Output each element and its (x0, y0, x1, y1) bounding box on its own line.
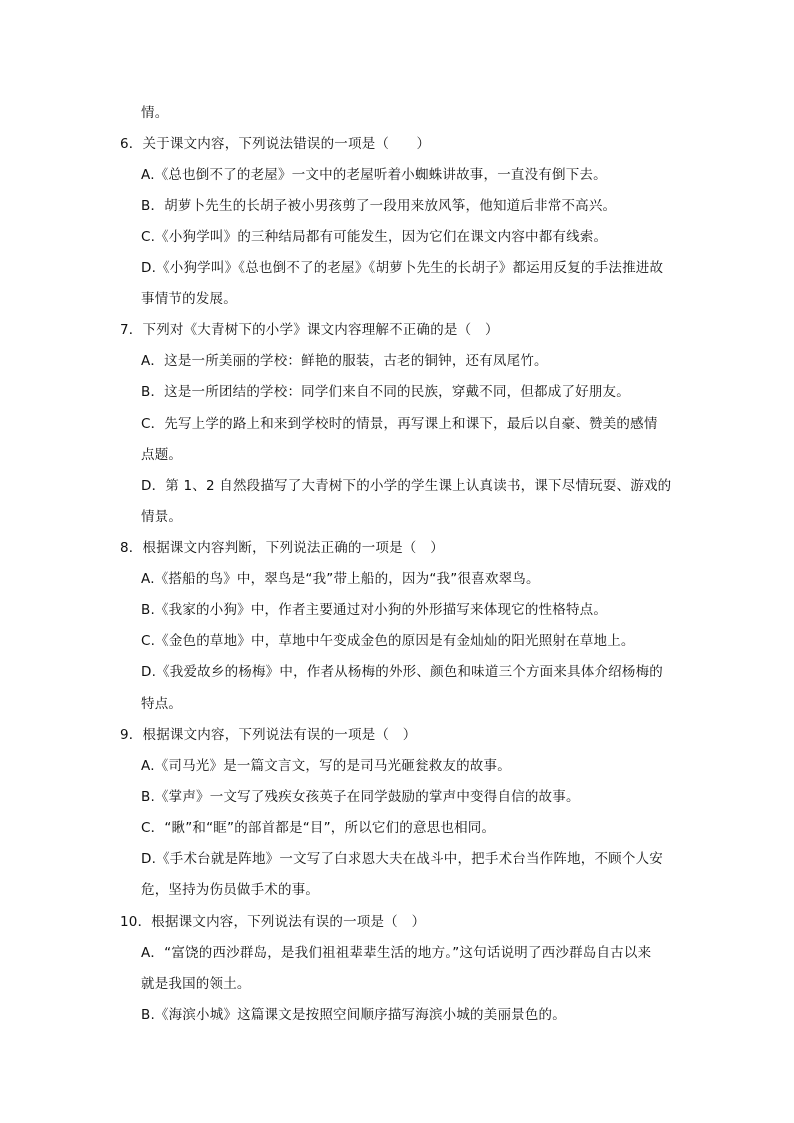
question-7-option-b: B．这是一所团结的学校：同学们来自不同的民族，穿戴不同，但都成了好朋友。 (141, 384, 630, 400)
text-line: 情。 (141, 105, 169, 121)
question-8-option-d-cont: 特点。 (141, 696, 183, 712)
question-8-stem: 8．根据课文内容判断，下列说法正确的一项是（ ） (120, 540, 444, 556)
question-9-option-d: D.《手术台就是阵地》一文写了白求恩大夫在战斗中，把手术台当作阵地，不顾个人安 (141, 851, 663, 867)
question-6-option-d-cont: 事情节的发展。 (141, 291, 237, 307)
question-7-stem: 7．下列对《大青树下的小学》课文内容理解不正确的是（ ） (120, 322, 499, 338)
question-7-option-c-cont: 点题。 (141, 447, 183, 463)
question-9-option-b: B.《掌声》一文写了残疾女孩英子在同学鼓励的掌声中变得自信的故事。 (141, 789, 580, 805)
question-6-option-b: B．胡萝卜先生的长胡子被小男孩剪了一段用来放风筝，他知道后非常不高兴。 (141, 198, 617, 214)
question-6-option-c: C.《小狗学叫》的三种结局都有可能发生，因为它们在课文内容中都有线索。 (141, 229, 608, 245)
question-9-option-c: C．“瞅”和“眶”的部首都是“目”，所以它们的意思也相同。 (141, 820, 496, 836)
question-10-stem: 10．根据课文内容，下列说法有误的一项是（ ） (120, 914, 426, 930)
question-7-option-d-cont: 情景。 (141, 509, 183, 525)
question-7-option-d: D．第 1、2 自然段描写了大青树下的小学的学生课上认真读书，课下尽情玩耍、游戏的 (141, 478, 672, 494)
question-10-option-a: A．“富饶的西沙群岛，是我们祖祖辈辈生活的地方。”这句话说明了西沙群岛自古以来 (141, 945, 652, 961)
question-9-option-a: A.《司马光》是一篇文言文，写的是司马光砸瓮救友的故事。 (141, 758, 511, 774)
question-7-option-c: C．先写上学的路上和来到学校时的情景，再写课上和课下，最后以自豪、赞美的感情 (141, 416, 658, 432)
question-10-option-b: B.《海滨小城》这篇课文是按照空间顺序描写海滨小城的美丽景色的。 (141, 1007, 566, 1023)
question-10-option-a-cont: 就是我国的领土。 (141, 976, 251, 992)
question-9-stem: 9．根据课文内容，下列说法有误的一项是（ ） (120, 727, 417, 743)
question-6-option-a: A.《总也倒不了的老屋》一文中的老屋听着小蜘蛛讲故事，一直没有倒下去。 (141, 167, 607, 183)
question-8-option-a: A.《搭船的鸟》中，翠鸟是“我”带上船的，因为“我”很喜欢翠鸟。 (141, 571, 540, 587)
question-8-option-c: C.《金色的草地》中，草地中午变成金色的原因是有金灿灿的阳光照射在草地上。 (141, 633, 635, 649)
question-9-option-d-cont: 危，坚持为伤员做手术的事。 (141, 882, 320, 898)
question-6-stem: 6．关于课文内容，下列说法错误的一项是（ ） (120, 136, 431, 152)
question-8-option-d: D.《我爱故乡的杨梅》中，作者从杨梅的外形、颜色和味道三个方面来具体介绍杨梅的 (141, 664, 663, 680)
question-7-option-a: A．这是一所美丽的学校：鲜艳的服装，古老的铜钟，还有凤尾竹。 (141, 353, 548, 369)
question-8-option-b: B.《我家的小狗》中，作者主要通过对小狗的外形描写来体现它的性格特点。 (141, 602, 608, 618)
question-6-option-d: D.《小狗学叫》《总也倒不了的老屋》《胡萝卜先生的长胡子》都运用反复的手法推进故 (141, 260, 664, 276)
